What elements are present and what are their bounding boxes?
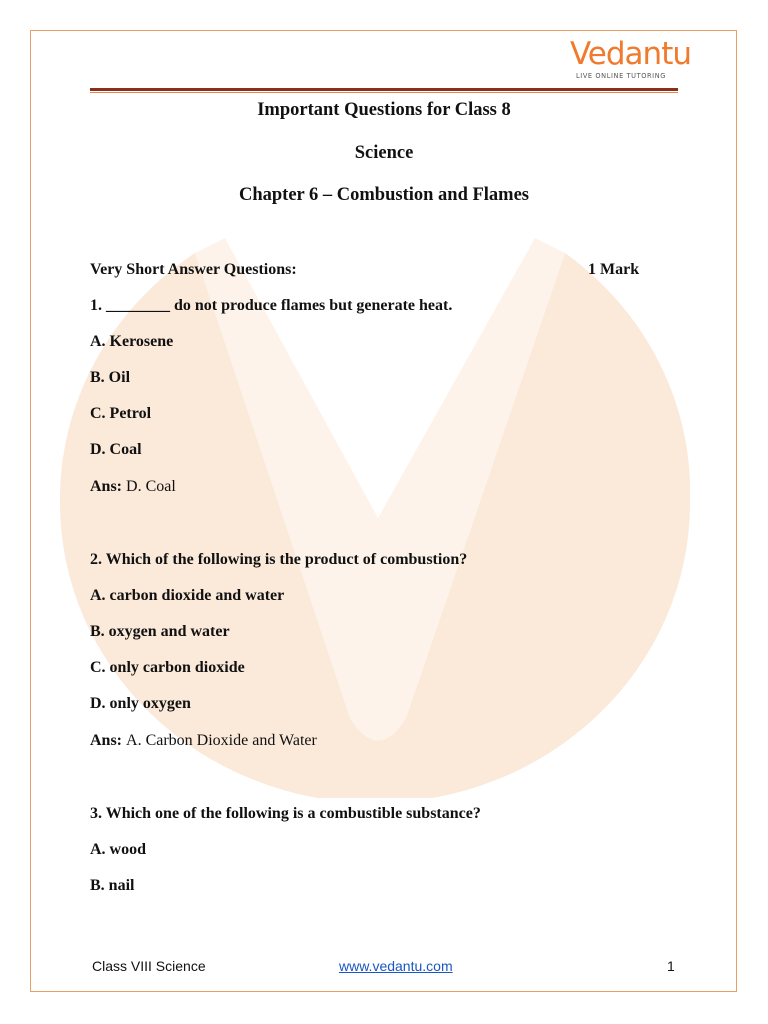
question-3: 3. Which one of the following is a combustible substance? xyxy=(90,805,481,822)
q2-option-a: A. carbon dioxide and water xyxy=(90,587,285,604)
header-rule xyxy=(90,88,678,91)
logo-tagline: LIVE ONLINE TUTORING xyxy=(576,72,666,80)
answer-value: A. Carbon Dioxide and Water xyxy=(126,732,317,749)
page-number: 1 xyxy=(667,958,675,974)
footer-class-label: Class VIII Science xyxy=(92,958,206,974)
q3-option-a: A. wood xyxy=(90,841,147,858)
q1-option-b: B. Oil xyxy=(90,369,131,386)
footer-website-link[interactable]: www.vedantu.com xyxy=(339,958,453,974)
vedantu-logo xyxy=(570,36,691,84)
header-rule-thin xyxy=(90,92,678,93)
logo-wordmark: Vedantu xyxy=(570,36,691,72)
doc-title: Important Questions for Class 8 xyxy=(257,100,511,120)
answer-value: D. Coal xyxy=(126,478,176,495)
q1-option-d: D. Coal xyxy=(90,441,142,458)
question-1: 1. ________ do not produce flames but generate heat. xyxy=(90,297,453,314)
q1-option-a: A. Kerosene xyxy=(90,333,174,350)
q2-answer xyxy=(90,732,317,750)
q2-option-c: C. only carbon dioxide xyxy=(90,659,245,676)
q1-answer xyxy=(90,478,176,496)
question-2: 2. Which of the following is the product of combustion? xyxy=(90,551,468,568)
answer-label: Ans: xyxy=(90,732,123,749)
q2-option-b: B. oxygen and water xyxy=(90,623,230,640)
q2-option-d: D. only oxygen xyxy=(90,695,191,712)
doc-chapter: Chapter 6 – Combustion and Flames xyxy=(238,185,530,205)
section-heading: Very Short Answer Questions: xyxy=(90,261,297,278)
section-marks: 1 Mark xyxy=(588,261,640,278)
q1-option-c: C. Petrol xyxy=(90,405,152,422)
q3-option-b: B. nail xyxy=(90,877,135,894)
doc-subject: Science xyxy=(354,143,414,163)
answer-label: Ans: xyxy=(90,478,123,495)
